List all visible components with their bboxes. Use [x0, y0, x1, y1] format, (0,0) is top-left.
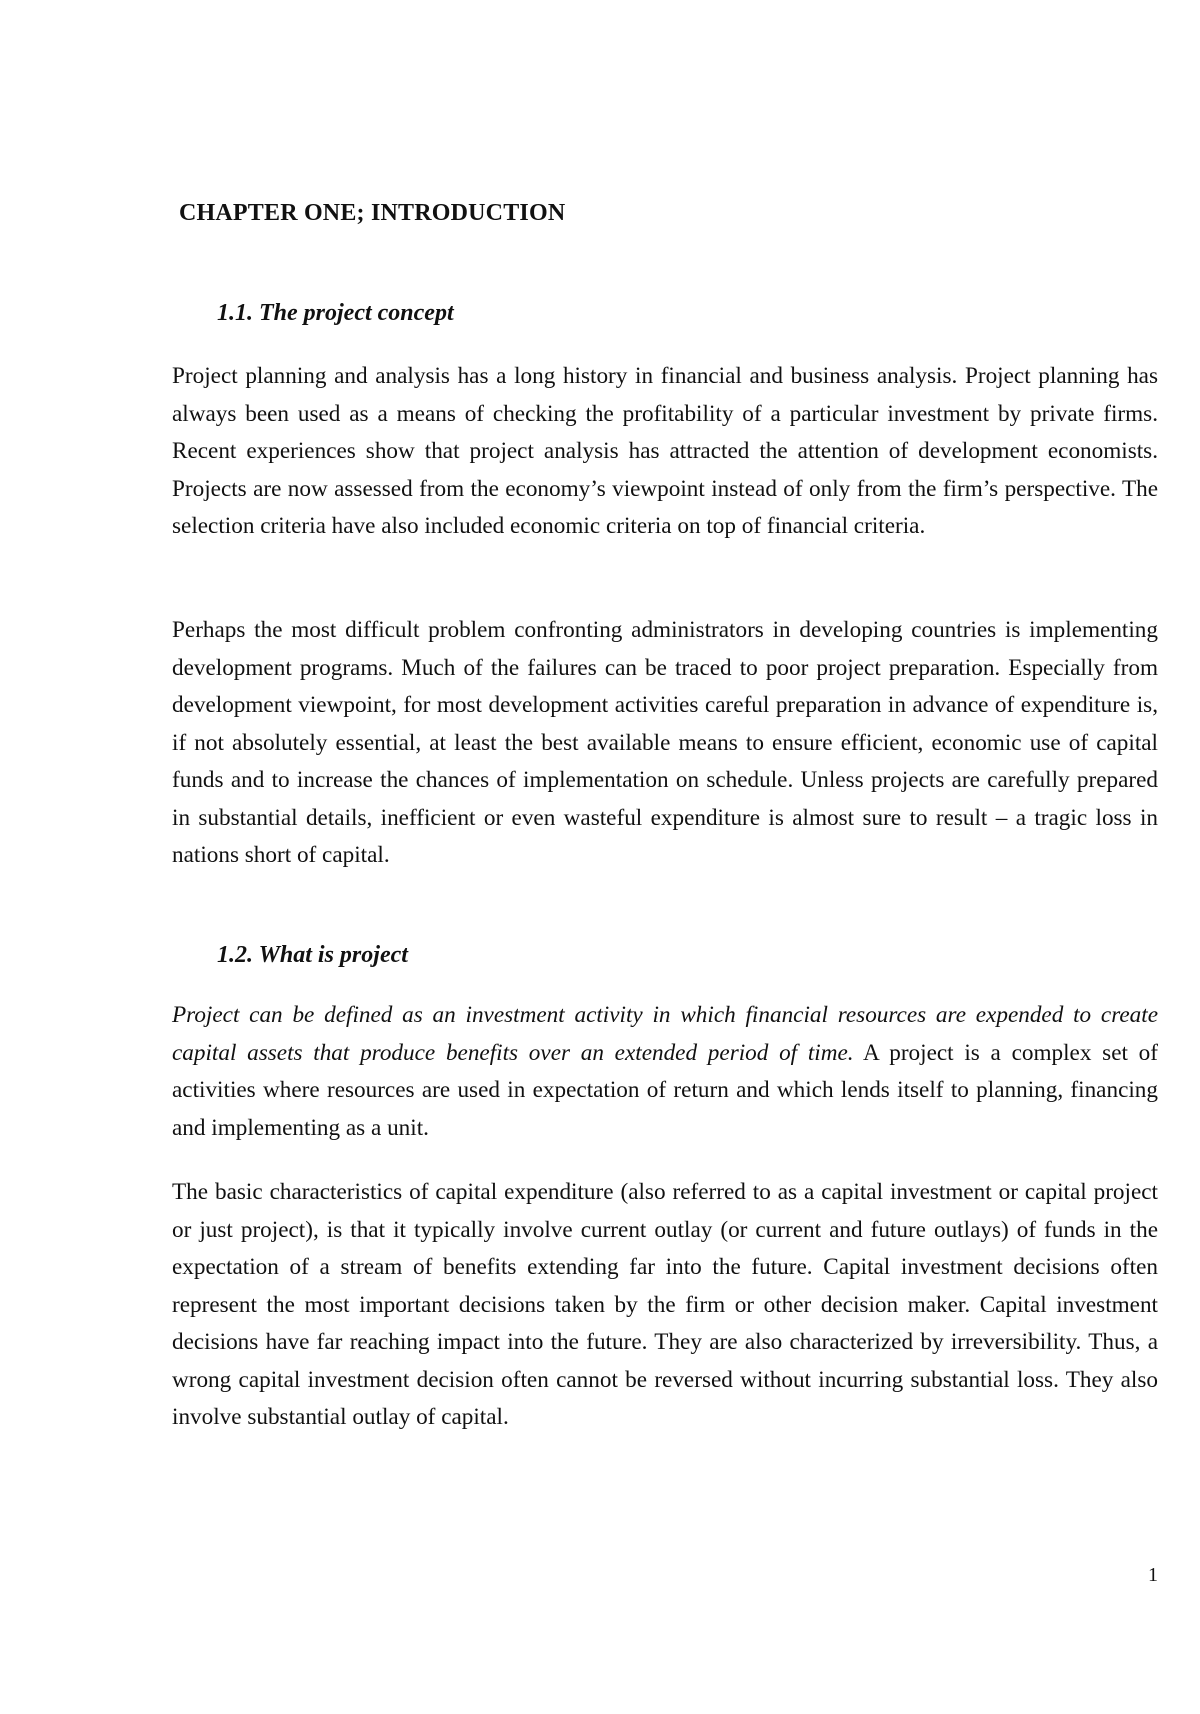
chapter-title: CHAPTER ONE; INTRODUCTION — [179, 200, 566, 226]
definition-italic-text: Project can be defined as an investment activity in which financial resources are expended to create capital assets that produce benefits over an extended period of time. — [172, 1002, 1158, 1066]
section-heading-1-2: 1.2. What is project — [217, 942, 408, 968]
page-number: 1 — [1148, 1564, 1158, 1586]
paragraph-project-concept-1: Project planning and analysis has a long history in financial and business analysis. Project planning has always been used as a means of checking the profitability of a particular investment by private firms. Recent experiences show that project analysis has attracted the attention of development economists. Projects are now assessed from the economy’s viewpoint instead of only from the firm’s perspective. The selection criteria have also included economic criteria on top of financial criteria. — [172, 363, 1158, 539]
definition-rest-text: A project is a complex set of activities where resources are used in expectation of return and which lends itself to planning, financing and implementing as a unit. — [172, 1039, 1158, 1141]
paragraph-capital-expenditure: The basic characteristics of capital expenditure (also referred to as a capital investment or capital project or just project), is that it typically involve current outlay (or current and future outlays) of funds in the expectation of a stream of benefits extending far into the future. Capital investment decisions often represent the most important decisions taken by the firm or other decision maker. Capital investment decisions have far reaching impact into the future. They are also characterized by irreversibility. Thus, a wrong capital investment decision often cannot be reversed without incurring substantial loss. They also involve substantial outlay of capital. — [172, 1179, 1158, 1430]
section-heading-1-1: 1.1. The project concept — [217, 300, 454, 326]
paragraph-project-concept-2: Perhaps the most difficult problem confronting administrators in developing countries is implementing development programs. Much of the failures can be traced to poor project preparation. Especially from development viewpoint, for most development activities careful preparation in advance of expenditure is, if not absolutely essential, at least the best available means to ensure efficient, economic use of capital funds and to increase the chances of implementation on schedule. Unless projects are carefully prepared in substantial details, inefficient or even wasteful expenditure is almost sure to result – a tragic loss in nations short of capital. — [172, 617, 1158, 868]
paragraph-project-definition — [172, 997, 1158, 1147]
